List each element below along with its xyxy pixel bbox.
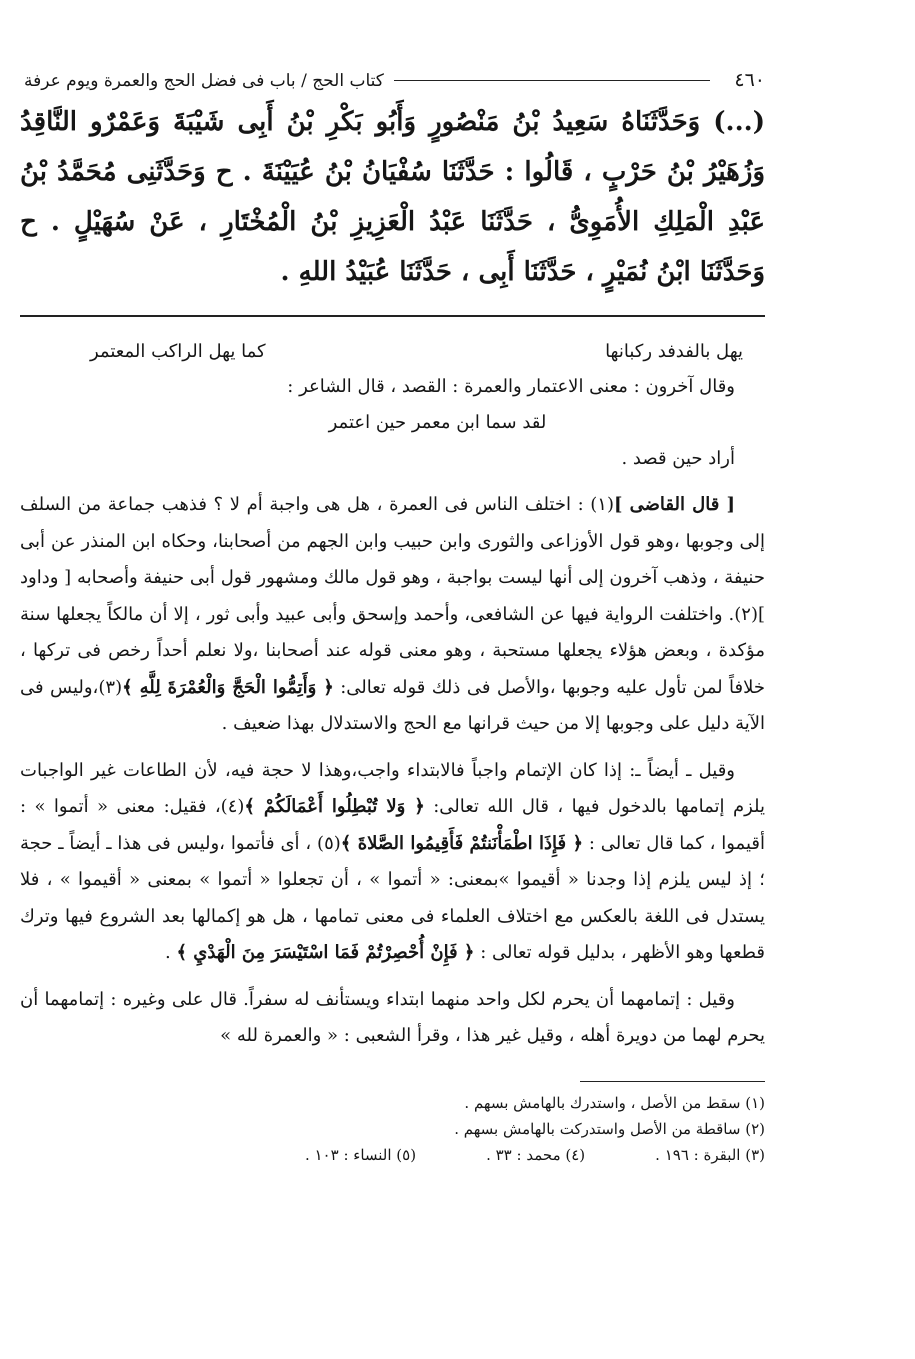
hadith-text: (...) وَحَدَّثَنَاهُ سَعِيدُ بْنُ مَنْصُورٍ وَأَبُو بَكْرِ بْنُ أَبِى شَيْبَةَ وَعَمْرٌو النَّاقِدُ وَزُهَيْرُ بْنُ حَرْبٍ ، قَالُوا : حَدَّثَنَا سُفْيَانُ بْنُ عُيَيْنَةَ . ح وَحَدَّثَنِى مُحَمَّدُ بْنُ عَبْدِ الْمَلِكِ الأُمَوِىُّ ، حَدَّثَنَا عَبْدُ الْعَزِيزِ بْنُ الْمُخْتَارِ ، عَنْ سُهَيْلٍ . ح وَحَدَّثَنَا ابْنُ نُمَيْرٍ ، حَدَّثَنَا أَبِى ، حَدَّثَنَا عُبَيْدُ اللهِ . xyxy=(20,107,765,287)
poem-hemistich-left: كما يهل الراكب المعتمر xyxy=(90,341,266,362)
quran-verse: ﴿ وَأَتِمُّوا الْحَجَّ وَالْعُمْرَةَ لِلَّهِ ﴾ xyxy=(122,676,334,698)
paragraph-text: . xyxy=(165,942,177,963)
header-rule xyxy=(394,80,711,81)
footnote-1: (١) سقط من الأصل ، واستدرك بالهامش بسهم . xyxy=(464,1093,765,1112)
running-title: كتاب الحج / باب فى فضل الحج والعمرة ويوم عرفة xyxy=(24,71,384,91)
quran-verse: ﴿ وَلا تُبْطِلُوا أَعْمَالَكُمْ ﴾ xyxy=(244,796,425,817)
commentary-paragraph-2 xyxy=(20,753,765,972)
poem-hemistich-right: يهل بالفدفد ركبانها xyxy=(605,341,743,362)
commentary-paragraph-1 xyxy=(20,487,765,743)
footnote-separator xyxy=(580,1081,765,1082)
page-number: ٤٦٠ xyxy=(734,69,765,91)
footnote-3: (٣) البقرة : ١٩٦ . xyxy=(655,1145,765,1164)
commentary-paragraph-3: وقيل : إتمامهما أن يحرم لكل واحد منهما ابتداء ويستأنف له سفراً. قال على وغيره : إتمامهما أن يحرم لهما من دويرة أهله ، وقيل غير هذا ، وقرأ الشعبى : « والعمرة لله » xyxy=(20,988,765,1046)
footnote-5: (٥) النساء : ١٠٣ . xyxy=(304,1145,417,1164)
book-page xyxy=(20,55,765,1168)
running-header xyxy=(20,55,765,91)
paragraph-text: وقيل ـ أيضاً ـ: إذا كان الإتمام واجباً فالابتداء واجب،وهذا لا حجة فيه، لأن الطاعات غير الواجبات يلزم إتمامها بالدخول فيها ، قال الله تعالى: xyxy=(20,759,765,817)
footnote-2: (٢) ساقطة من الأصل واستدركت بالهامش بسهم . xyxy=(454,1119,765,1138)
paragraph-text: (١) : اختلف الناس فى العمرة ، هل هى واجبة أم لا ؟ فذهب جماعة من السلف إلى وجوبها ،وهو قول الأوزاعى والثورى وابن حبيب وابن الجهم من أصحابنا، وحكاه ابن المنذر عن أبى حنيفة ، وذهب آخرون إلى أنها ليست بواجبة ، وهو قول مالك ومشهور قول أبى حنيفة وأصحابه [ وداود ](٢). واختلفت الرواية فيها عن الشافعى، وأحمد وإسحق وأبى عبيد وأبى ثور ، إلا أن مالكاً يجعلها سنة مؤكدة ، وبعض هؤلاء يجعلها مستحبة ، وهو معنى قوله عند أصحابنا ،ولا نعلم أحداً رخص فى تركها ، خلافاً لمن تأول عليه وجوبها ،والأصل فى ذلك قوله تعالى: xyxy=(20,494,765,698)
paragraph-text: (٥) ، أى فأتموا ،وليس فى هذا ـ أيضاً ـ حجة ؛ إذ ليس يلزم إذا وجدنا « أقيموا »بمعنى: « أتموا » ، أن تجعلوا « أتموا » بمعنى « أقيموا » ، فلا يستدل فى اللغة بالعكس مع اختلاف العلماء فى معنى تمامها ، هل هو إكمالها بعد الشروع فيها وترك قطعها وهو الأظهر ، بدليل قوله تعالى : xyxy=(20,832,765,963)
commentary-line: وقال آخرون : معنى الاعتمار والعمرة : القصد ، قال الشاعر : xyxy=(287,376,735,397)
footnote-4: (٤) محمد : ٣٣ . xyxy=(486,1145,586,1164)
section-divider xyxy=(20,315,765,317)
footnote-row xyxy=(20,1142,765,1168)
commentary-line: أراد حين قصد . xyxy=(621,448,735,469)
paragraph-text: (٤)، فقيل: معنى « أتموا » : أقيموا ، كما قال تعالى : xyxy=(20,796,765,854)
qadi-label: [ قال القاضى ] xyxy=(613,494,735,515)
quran-verse: ﴿ فَإِنْ أُحْصِرْتُمْ فَمَا اسْتَيْسَرَ مِنَ الْهَدْيِ ﴾ xyxy=(176,942,475,963)
poem-verse-1 xyxy=(20,331,765,369)
paragraph-text: (٣)،وليس فى الآية دليل على وجوبها إلا من حيث قرانها مع الحج والاستدلال بهذا ضعيف . xyxy=(20,676,765,734)
poem-verse-2: لقد سما ابن معمر حين اعتمر xyxy=(328,412,547,433)
quran-verse: ﴿ فَإِذَا اطْمَأْنَنتُمْ فَأَقِيمُوا الصَّلاةَ ﴾ xyxy=(340,832,584,854)
